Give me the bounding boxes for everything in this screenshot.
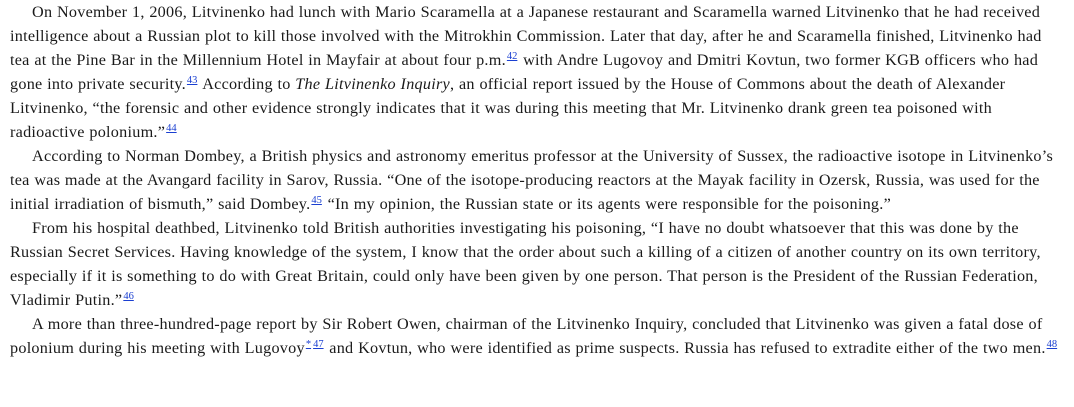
book-title: The Litvinenko Inquiry (295, 75, 450, 93)
footnote-link-46[interactable]: 46 (123, 290, 134, 302)
footnote-link-43[interactable]: 43 (186, 74, 198, 86)
paragraph-text: and Kovtun, who were identified as prime suspects. Russia has refused to extradite either of the two men. (324, 339, 1046, 357)
paragraph-text: According to (198, 75, 296, 93)
footnote-link-48[interactable]: 48 (1046, 338, 1058, 350)
paragraph-1 (10, 0, 1064, 144)
paragraph-4 (10, 312, 1064, 360)
paragraph-2 (10, 144, 1064, 216)
paragraph-3 (10, 216, 1064, 312)
paragraph-text: “In my opinion, the Russian state or its agents were responsible for the poisoning.” (322, 195, 892, 213)
footnote-link-45[interactable]: 45 (311, 194, 322, 206)
paragraph-text: According to Norman Dombey, a British physics and astronomy emeritus professor at the University of Sussex, the radioactive isotope in Litvinenko’s tea was made at the Avangard facility in Sarov, Russia. “One of the isotope-producing reactors at the Mayak facility in Ozersk, Russia, was used for the initial irradiation of bismuth,” said Dombey. (10, 147, 1054, 213)
paragraph-text: with Andre Lugovoy and Dmitri Kovtun, two former KGB officers who had gone into private security. (10, 51, 1039, 93)
footnote-link-42[interactable]: 42 (506, 50, 518, 62)
paragraph-text: A more than three-hundred-page report by Sir Robert Owen, chairman of the Litvinenko Inquiry, concluded that Litvinenko was given a fatal dose of polonium during his meeting with Lugovoy (10, 315, 1043, 357)
footnote-link-47[interactable]: 47 (313, 338, 324, 350)
footnote-link-star[interactable]: * (305, 338, 312, 350)
paragraph-text: , an official report issued by the House of Commons about the death of Alexander Litvinenko, “the forensic and other evidence strongly indicates that it was during this meeting that Mr. Litvinenko drank green tea poisoned with radioactive polonium.” (10, 75, 1006, 141)
footnote-link-44[interactable]: 44 (166, 122, 177, 134)
paragraph-text: On November 1, 2006, Litvinenko had lunch with Mario Scaramella at a Japanese restaurant and Scaramella warned Litvinenko that he had received intelligence about a Russian plot to kill those involved with the Mitrokhin Commission. Later that day, after he and Scaramella finished, Litvinenko had tea at the Pine Bar in the Millennium Hotel in Mayfair at about four p.m. (10, 3, 1042, 69)
paragraph-text: From his hospital deathbed, Litvinenko told British authorities investigating his poisoning, “I have no doubt whatsoever that this was done by the Russian Secret Services. Having knowledge of the system, I know that the order about such a killing of a citizen of another country on its own territory, especially if it is something to do with Great Britain, could only have been given by one person. That person is the President of the Russian Federation, Vladimir Putin.” (10, 219, 1041, 309)
